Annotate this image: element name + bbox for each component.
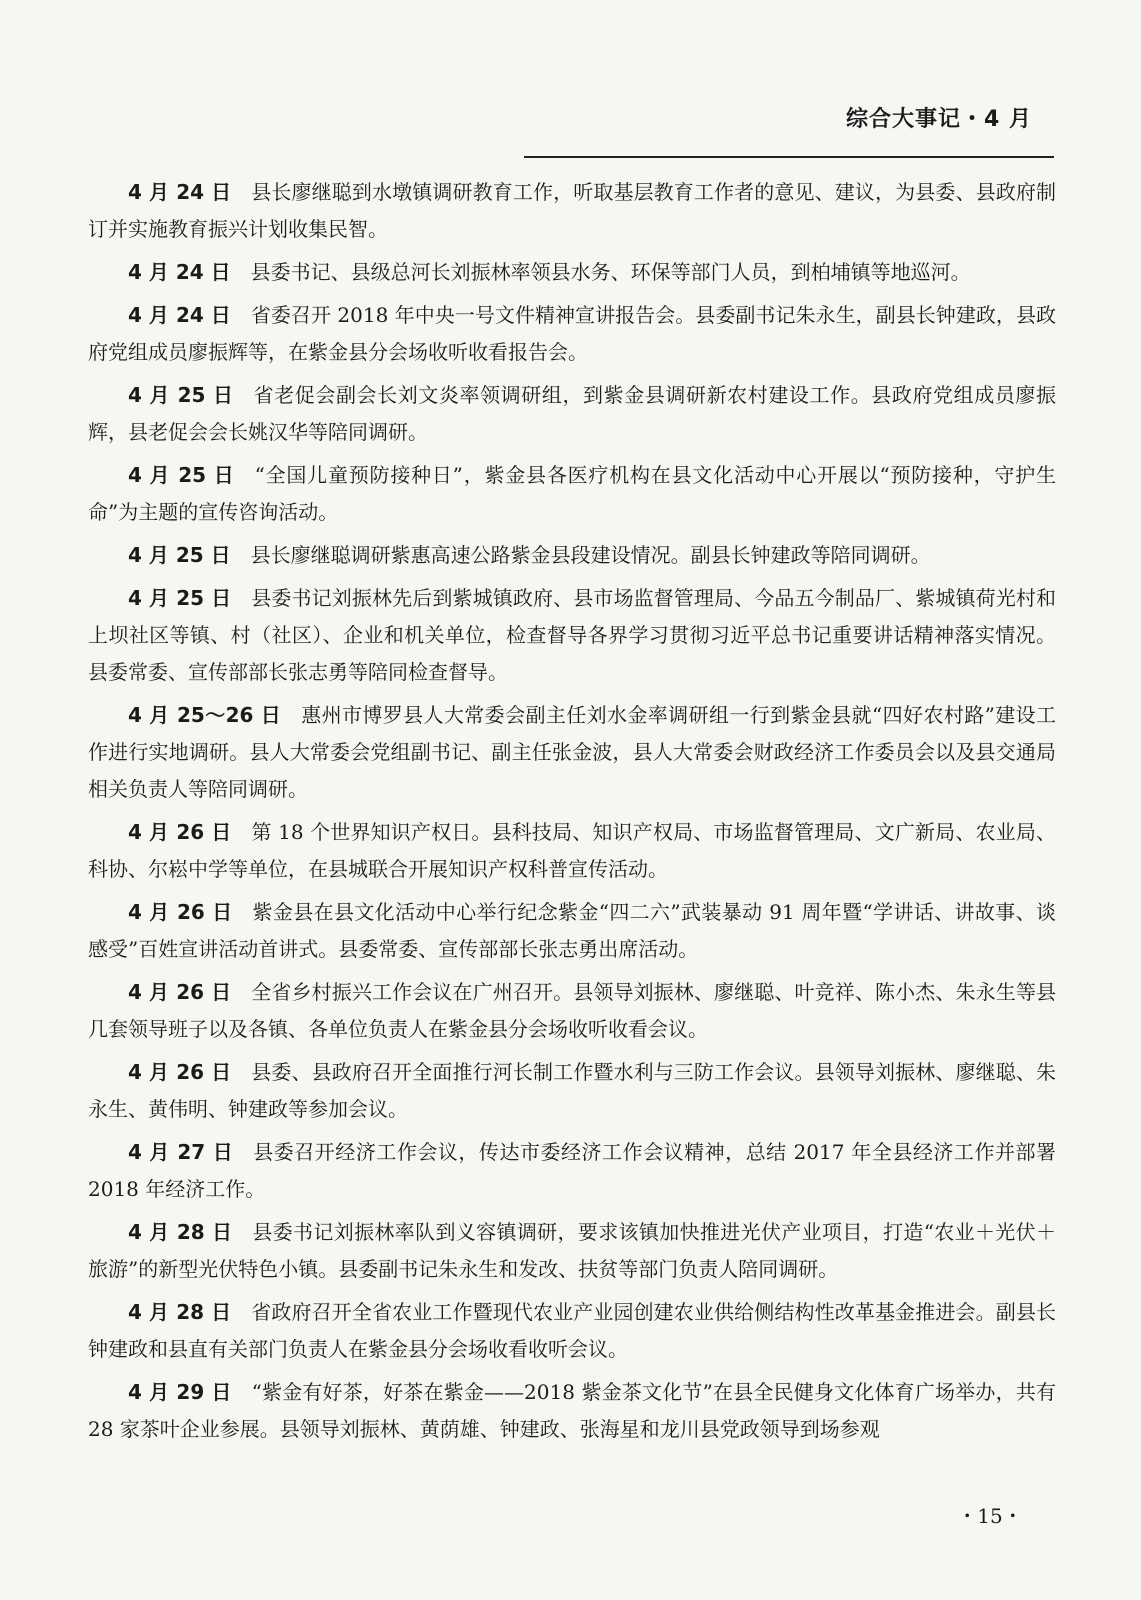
- entry-date: 4 月 28 日: [128, 1220, 233, 1244]
- chronicle-entry: [88, 377, 1056, 451]
- chronicle-entry: [88, 297, 1056, 371]
- entry-date: 4 月 25 日: [128, 463, 235, 487]
- running-header: [524, 96, 1054, 158]
- entry-date: 4 月 25 日: [128, 586, 232, 610]
- entry-date: 4 月 26 日: [128, 900, 233, 924]
- entry-text: 省老促会副会长刘文炎率领调研组，到紫金县调研新农村建设工作。县政府党组成员廖振辉，县老促会会长姚汉华等陪同调研。: [88, 383, 1057, 444]
- entry-text: 县委召开经济工作会议，传达市委经济工作会议精神，总结 2017 年全县经济工作并部署 2018 年经济工作。: [88, 1140, 1056, 1201]
- entry-date: 4 月 24 日: [128, 260, 231, 284]
- entry-date: 4 月 28 日: [128, 1300, 232, 1324]
- entry-text: 县委书记刘振林率队到义容镇调研，要求该镇加快推进光伏产业项目，打造“农业＋光伏＋旅游”的新型光伏特色小镇。县委副书记朱永生和发改、扶贫等部门负责人陪同调研。: [88, 1220, 1056, 1281]
- entry-text: “全国儿童预防接种日”，紫金县各医疗机构在县文化活动中心开展以“预防接种，守护生命”为主题的宣传咨询活动。: [88, 463, 1056, 524]
- entry-date: 4 月 26 日: [128, 1060, 232, 1084]
- entry-text: 县长廖继聪调研紫惠高速公路紫金县段建设情况。副县长钟建政等陪同调研。: [250, 543, 931, 567]
- entry-text: 县委书记刘振林先后到紫城镇政府、县市场监督管理局、今品五今制品厂、紫城镇荷光村和上坝社区等镇、村（社区）、企业和机关单位，检查督导各界学习贯彻习近平总书记重要讲话精神落实情况。县委常委、宣传部部长张志勇等陪同检查督导。: [88, 586, 1056, 684]
- chronicle-entry: [88, 814, 1056, 888]
- entry-date: 4 月 26 日: [128, 820, 232, 844]
- entry-date: 4 月 25～26 日: [128, 703, 282, 727]
- chronicle-entry: [88, 1294, 1056, 1368]
- entry-text: 省委召开 2018 年中央一号文件精神宣讲报告会。县委副书记朱永生，副县长钟建政，县政府党组成员廖振辉等，在紫金县分会场收听收看报告会。: [88, 303, 1056, 364]
- chronicle-entry: [88, 1134, 1056, 1208]
- chronicle-entry: [88, 580, 1056, 691]
- entry-text: 县长廖继聪到水墩镇调研教育工作，听取基层教育工作者的意见、建议，为县委、县政府制订并实施教育振兴计划收集民智。: [88, 180, 1056, 241]
- entry-date: 4 月 27 日: [128, 1140, 234, 1164]
- chronicle-entry: [88, 1374, 1056, 1448]
- entry-text: 县委书记、县级总河长刘振林率领县水务、环保等部门人员，到柏埔镇等地巡河。: [250, 260, 971, 284]
- page-number: ・15・: [957, 1504, 1023, 1528]
- running-header-title: 综合大事记・4 月: [846, 107, 1032, 132]
- entry-date: 4 月 29 日: [128, 1380, 232, 1404]
- chronicle-entry: [88, 894, 1056, 968]
- entry-text: 紫金县在县文化活动中心举行纪念紫金“四二六”武装暴动 91 周年暨“学讲话、讲故事、谈感受”百姓宣讲活动首讲式。县委常委、宣传部部长张志勇出席活动。: [88, 900, 1057, 961]
- entry-text: 惠州市博罗县人大常委会副主任刘水金率调研组一行到紫金县就“四好农村路”建设工作进行实地调研。县人大常委会党组副书记、副主任张金波，县人大常委会财政经济工作委员会以及县交通局相关负责人等陪同调研。: [88, 703, 1056, 801]
- entry-text: 第 18 个世界知识产权日。县科技局、知识产权局、市场监督管理局、文广新局、农业局、科协、尔崧中学等单位，在县城联合开展知识产权科普宣传活动。: [88, 820, 1057, 881]
- chronicle-entry: [88, 457, 1056, 531]
- chronicle-body: [88, 174, 1056, 1454]
- entry-text: 全省乡村振兴工作会议在广州召开。县领导刘振林、廖继聪、叶竞祥、陈小杰、朱永生等县几套领导班子以及各镇、各单位负责人在紫金县分会场收听收看会议。: [88, 980, 1056, 1041]
- entry-date: 4 月 26 日: [128, 980, 232, 1004]
- entry-date: 4 月 25 日: [128, 543, 231, 567]
- chronicle-entry: [88, 1214, 1056, 1288]
- entry-text: “紫金有好茶，好茶在紫金——2018 紫金茶文化节”在县全民健身文化体育广场举办，共有 28 家茶叶企业参展。县领导刘振林、黄荫雄、钟建政、张海星和龙川县党政领导到场参观: [88, 1380, 1056, 1441]
- entry-date: 4 月 24 日: [128, 180, 232, 204]
- chronicle-entry: [88, 974, 1056, 1048]
- chronicle-entry: [88, 174, 1056, 248]
- entry-text: 省政府召开全省农业工作暨现代农业产业园创建农业供给侧结构性改革基金推进会。副县长钟建政和县直有关部门负责人在紫金县分会场收看收听会议。: [88, 1300, 1056, 1361]
- chronicle-entry: [88, 254, 1056, 291]
- entry-date: 4 月 25 日: [128, 383, 234, 407]
- entry-text: 县委、县政府召开全面推行河长制工作暨水利与三防工作会议。县领导刘振林、廖继聪、朱永生、黄伟明、钟建政等参加会议。: [88, 1060, 1056, 1121]
- chronicle-entry: [88, 1054, 1056, 1128]
- chronicle-entry: [88, 537, 1056, 574]
- entry-date: 4 月 24 日: [128, 303, 231, 327]
- chronicle-entry: [88, 697, 1056, 808]
